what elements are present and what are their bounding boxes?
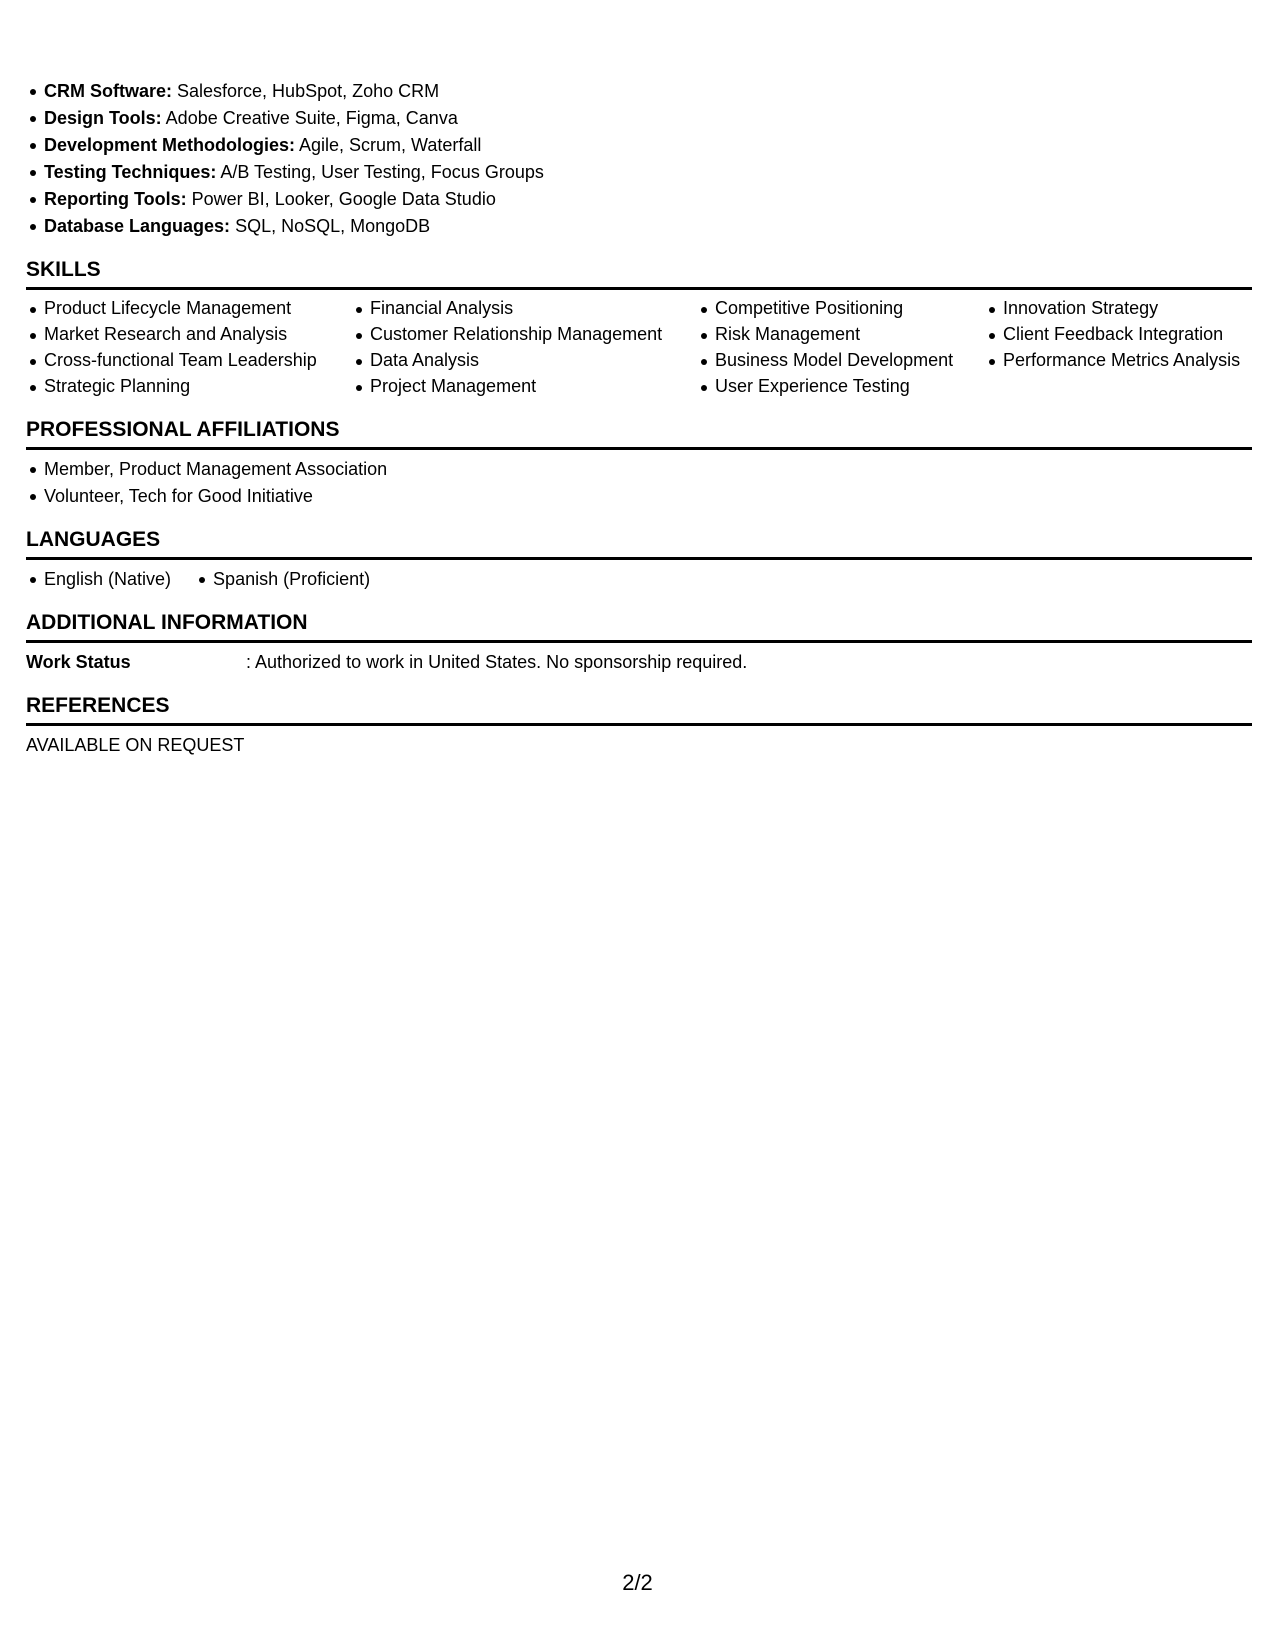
affiliations-section xyxy=(26,417,1252,510)
list-item: User Experience Testing xyxy=(715,374,985,399)
work-status-label: Work Status xyxy=(26,652,131,672)
section-title: PROFESSIONAL AFFILIATIONS xyxy=(26,417,1252,450)
list-item xyxy=(44,159,1252,186)
list-item: Innovation Strategy xyxy=(1003,296,1252,321)
list-item: Spanish (Proficient) xyxy=(213,566,370,593)
list-item xyxy=(44,105,1252,132)
tool-category: Testing Techniques: xyxy=(44,162,217,182)
skills-column xyxy=(352,296,697,400)
list-item: Cross-functional Team Leadership xyxy=(44,348,352,373)
list-item: Customer Relationship Management xyxy=(370,322,697,347)
tool-category: Development Methodologies: xyxy=(44,135,296,155)
tool-values: Adobe Creative Suite, Figma, Canva xyxy=(161,108,458,128)
list-item: Member, Product Management Association xyxy=(44,456,1252,483)
list-item: Business Model Development xyxy=(715,348,985,373)
list-item: Market Research and Analysis xyxy=(44,322,352,347)
affiliations-list xyxy=(26,456,1252,510)
references-section xyxy=(26,693,1252,759)
list-item: Client Feedback Integration xyxy=(1003,322,1252,347)
list-item: Volunteer, Tech for Good Initiative xyxy=(44,483,1252,510)
list-item xyxy=(44,213,1252,240)
tool-category: Reporting Tools: xyxy=(44,189,187,209)
list-item: Financial Analysis xyxy=(370,296,697,321)
tool-values: SQL, NoSQL, MongoDB xyxy=(230,216,431,236)
tools-list xyxy=(26,78,1252,240)
work-status-value: : Authorized to work in United States. No sponsorship required. xyxy=(246,652,748,672)
list-item: Competitive Positioning xyxy=(715,296,985,321)
list-item: English (Native) xyxy=(44,566,171,593)
references-text: AVAILABLE ON REQUEST xyxy=(26,735,245,755)
skills-column xyxy=(26,296,352,400)
additional-info-section xyxy=(26,610,1252,676)
languages-section xyxy=(26,527,1252,593)
section-title: REFERENCES xyxy=(26,693,1252,726)
list-item xyxy=(44,78,1252,105)
list-item: Project Management xyxy=(370,374,697,399)
skills-column xyxy=(697,296,985,400)
skills-section xyxy=(26,257,1252,400)
tool-values: Salesforce, HubSpot, Zoho CRM xyxy=(172,81,440,101)
list-item xyxy=(44,186,1252,213)
tool-category: CRM Software: xyxy=(44,81,173,101)
list-item: Data Analysis xyxy=(370,348,697,373)
tool-values: Power BI, Looker, Google Data Studio xyxy=(186,189,496,209)
list-item: Product Lifecycle Management xyxy=(44,296,352,321)
tool-category: Design Tools: xyxy=(44,108,162,128)
skills-column xyxy=(985,296,1252,374)
page-number: 2/2 xyxy=(622,1570,653,1595)
resume-page xyxy=(26,78,1252,759)
skills-grid xyxy=(26,290,1252,400)
list-item: Risk Management xyxy=(715,322,985,347)
section-title: SKILLS xyxy=(26,257,1252,290)
section-title: LANGUAGES xyxy=(26,527,1252,560)
work-status-row xyxy=(26,643,1252,676)
tool-values: A/B Testing, User Testing, Focus Groups xyxy=(216,162,544,182)
tool-values: Agile, Scrum, Waterfall xyxy=(295,135,482,155)
list-item: Performance Metrics Analysis xyxy=(1003,348,1252,373)
section-title: ADDITIONAL INFORMATION xyxy=(26,610,1252,643)
list-item xyxy=(44,132,1252,159)
list-item: Strategic Planning xyxy=(44,374,352,399)
tool-category: Database Languages: xyxy=(44,216,231,236)
languages-list xyxy=(26,560,1252,593)
